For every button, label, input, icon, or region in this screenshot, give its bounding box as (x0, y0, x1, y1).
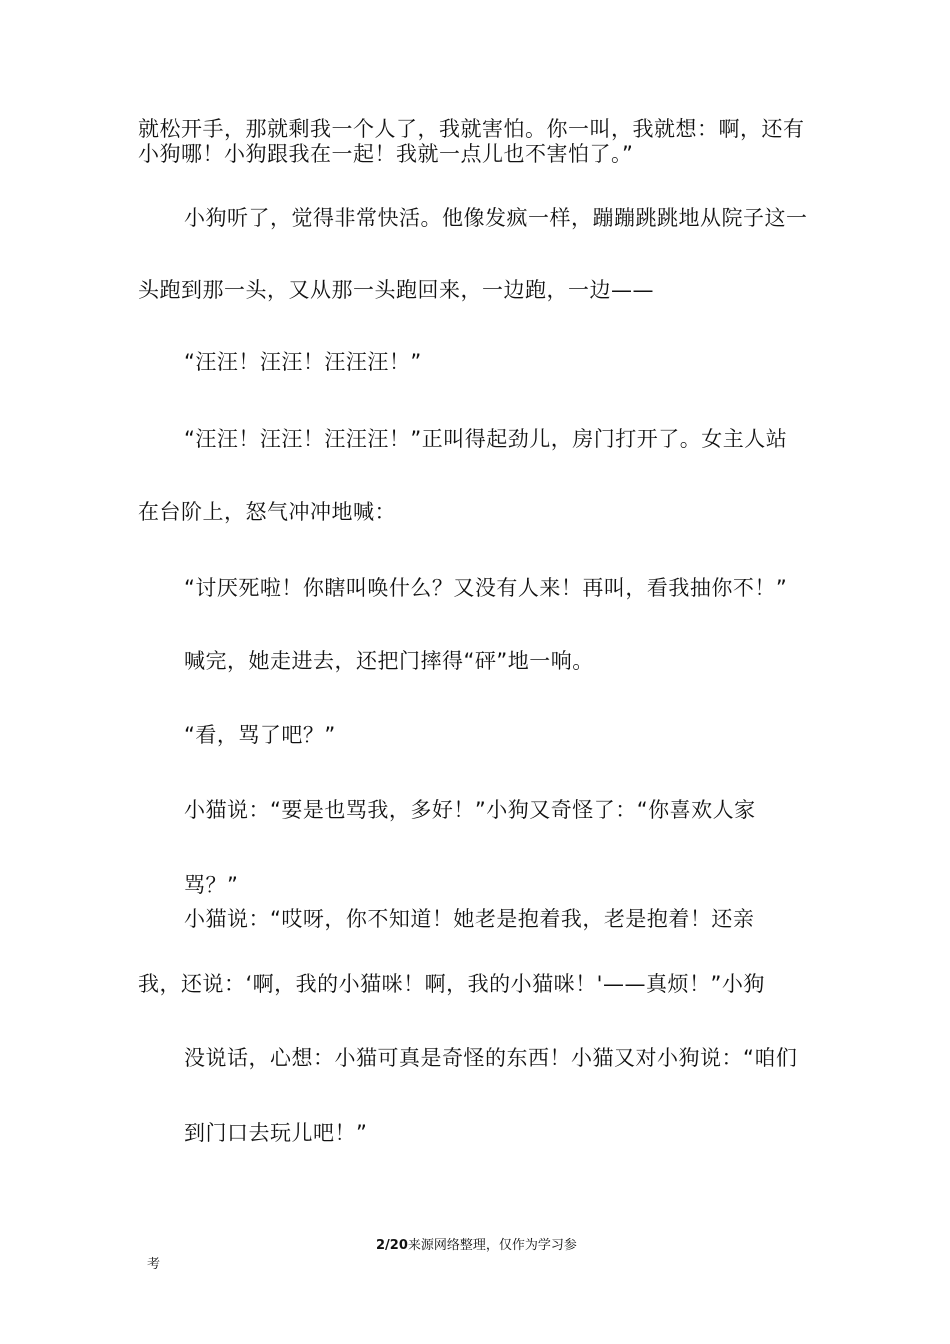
text-line-1: 就松开手，那就剩我一个人了，我就害怕。你一叫，我就想：啊，还有 (138, 117, 805, 141)
page-number: 2/20 (376, 1238, 408, 1253)
text-line-3: 小狗听了，觉得非常快活。他像发疯一样，蹦蹦跳跳地从院子这一 (184, 206, 808, 230)
page-footer (376, 1238, 577, 1254)
text-line-10: “看，骂了吧？” (184, 723, 336, 747)
text-line-11: 小猫说：“要是也骂我，多好！”小狗又奇怪了：“你喜欢人家 (184, 798, 756, 822)
text-line-6: “汪汪！汪汪！汪汪汪！”正叫得起劲儿，房门打开了。女主人站 (184, 427, 788, 451)
text-line-15: 没说话，心想：小猫可真是奇怪的东西！小猫又对小狗说：“咱们 (184, 1046, 798, 1070)
text-line-14: 我，还说：‘啊，我的小猫咪！啊，我的小猫咪！'——真烦！”小狗 (138, 972, 765, 996)
text-line-8: “讨厌死啦！你瞎叫唤什么？又没有人来！再叫，看我抽你不！” (184, 576, 788, 600)
text-line-7: 在台阶上，怒气冲冲地喊： (138, 500, 396, 524)
text-line-9: 喊完，她走进去，还把门摔得“砰”地一响。 (184, 649, 594, 673)
text-line-12: 骂？” (184, 873, 239, 897)
text-line-4: 头跑到那一头，又从那一头跑回来，一边跑，一边—— (138, 278, 654, 302)
source-note-end: 考 (147, 1257, 161, 1272)
text-line-13: 小猫说：“哎呀，你不知道！她老是抱着我，老是抱着！还亲 (184, 907, 755, 931)
text-line-2: 小狗哪！小狗跟我在一起！我就一点儿也不害怕了。” (138, 142, 634, 166)
text-line-5: “汪汪！汪汪！汪汪汪！” (184, 350, 422, 374)
source-note: 来源网络整理，仅作为学习参 (407, 1238, 577, 1253)
text-line-16: 到门口去玩儿吧！” (184, 1121, 368, 1145)
